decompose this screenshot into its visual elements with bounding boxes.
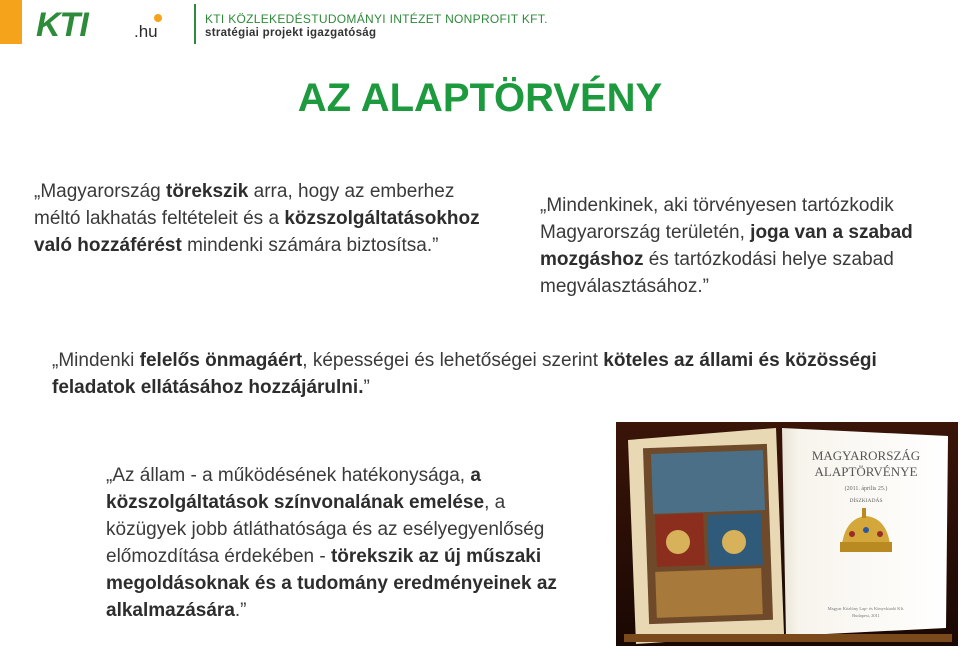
constitution-book-photo: [616, 422, 958, 646]
book-edition: DÍSZKIADÁS: [849, 498, 883, 504]
quote-emphasis: joga van a szabad mozgáshoz: [540, 222, 913, 270]
header-accent-bar: [0, 0, 22, 44]
book-publisher-line-1: Magyar Közlöny Lap- és Könyvkiadó Kft.: [827, 606, 905, 611]
quote-emphasis: a közszolgáltatások színvonalának emelése: [106, 465, 485, 513]
quote-text: és tartózkodási helye szabad megválasztásához.”: [540, 249, 894, 297]
kti-logo: [36, 8, 176, 42]
illumination-lower: [655, 568, 763, 618]
organization-name: [205, 12, 548, 40]
quote-emphasis: törekszik az új műszaki megoldásoknak és a tudomány eredményeinek az alkalmazására: [106, 546, 557, 621]
quote-movement: [540, 192, 940, 300]
header-divider: [194, 4, 196, 44]
quote-emphasis: törekszik: [166, 181, 249, 202]
org-line-1: KTI KÖZLEKEDÉSTUDOMÁNYI INTÉZET NONPROFIT KFT.: [205, 12, 548, 26]
quote-emphasis: felelős önmagáért: [139, 350, 303, 371]
quote-text: .”: [234, 600, 247, 621]
quote-housing: [34, 178, 504, 259]
quote-text: „Magyarország: [34, 181, 166, 202]
book-date: (2011. április 25.): [844, 486, 888, 492]
logo-domain: .hu: [134, 22, 158, 41]
quote-text: „Az állam - a működésének hatékonysága,: [106, 465, 471, 486]
quote-text: , képességei és lehetőségei szerint: [302, 350, 604, 371]
illumination-medallion: [722, 530, 746, 554]
logo-dot-icon: [154, 14, 162, 22]
quote-text: , a közügyek jobb átláthatósága és az esélyegyenlőség előmozdítása érdekében -: [106, 492, 545, 567]
quote-text: „Mindenkinek, aki törvényesen tartózkodik Magyarország területén,: [540, 195, 894, 243]
book-title-line-2: ALAPTÖRVÉNYE: [814, 464, 918, 479]
quote-text: ”: [363, 377, 370, 398]
quote-text: mindenki számára biztosítsa.”: [181, 235, 439, 256]
illumination-medallion: [666, 530, 690, 554]
logo-text: KTI: [36, 6, 88, 44]
illumination-upper: [651, 450, 765, 514]
quote-text: arra, hogy az emberhez méltó lakhatás feltételeit és a: [34, 181, 455, 229]
book-publisher-line-2: Budapest, 2011: [852, 613, 880, 618]
quote-emphasis: közszolgáltatásokhoz való hozzáférést: [34, 208, 480, 256]
page-title: AZ ALAPTÖRVÉNY: [297, 76, 663, 120]
quote-responsibility: [52, 347, 932, 401]
quote-emphasis: köteles az állami és közösségi feladatok ellátásához hozzájárulni.: [52, 350, 877, 398]
book-title-line-1: MAGYARORSZÁG: [811, 448, 921, 463]
quote-state: [106, 462, 576, 624]
quote-text: „Mindenki: [52, 350, 140, 371]
book-stand: [624, 634, 952, 642]
org-line-2: stratégiai projekt igazgatóság: [205, 27, 377, 39]
